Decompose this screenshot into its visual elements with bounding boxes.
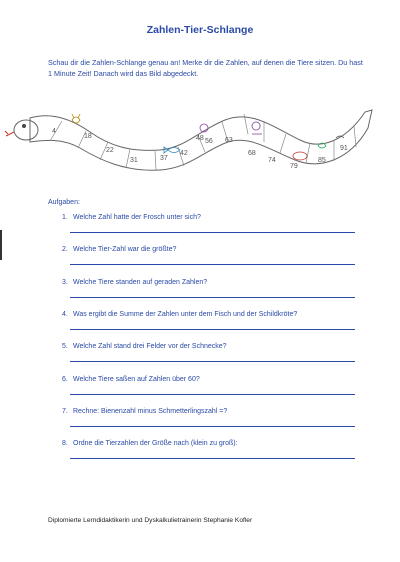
snake-number: 48	[196, 135, 204, 142]
snake-number: 74	[268, 157, 276, 164]
task-item: 6. Welche Tiere saßen auf Zahlen über 60?	[62, 376, 200, 383]
fish-icon	[164, 147, 180, 153]
intro-text: Schau dir die Zahlen-Schlange genau an! Merke dir die Zahlen, auf denen die Tiere sitzen. Du hast 1 Minute Zeit! Danach wird das Bild abgedeckt.	[48, 58, 363, 78]
task-item: 4. Was ergibt die Summe der Zahlen unter dem Fisch und der Schildkröte?	[62, 311, 298, 318]
task-item: 8. Ordne die Tierzahlen der Größe nach (klein zu groß):	[62, 440, 238, 447]
answer-line[interactable]	[70, 264, 355, 265]
number-snake	[0, 100, 400, 190]
footer-credit: Diplomierte Lerndidaktikerin und Dyskalkulietrainerin Stephanie Kofler	[48, 517, 253, 524]
snake-number: 85	[318, 157, 326, 164]
answer-line[interactable]	[70, 426, 355, 427]
task-item: 2. Welche Tier-Zahl war die größte?	[62, 246, 177, 253]
snake-number: 63	[225, 137, 233, 144]
snake-number: 4	[52, 128, 56, 135]
answer-line[interactable]	[70, 458, 355, 459]
snail-icon	[252, 122, 262, 134]
snake-number: 18	[84, 133, 92, 140]
task-item: 7. Rechne: Bienenzahl minus Schmetterlingszahl =?	[62, 408, 228, 415]
snake-number: 79	[290, 163, 298, 170]
bee-icon	[72, 114, 80, 123]
task-item: 3. Welche Tiere standen auf geraden Zahlen?	[62, 279, 208, 286]
answer-line[interactable]	[70, 394, 355, 395]
answer-line[interactable]	[70, 297, 355, 298]
snake-number: 31	[130, 157, 138, 164]
scan-edge-mark	[0, 230, 2, 260]
task-item: 5. Welche Zahl stand drei Felder vor der Schnecke?	[62, 343, 227, 350]
tasks-heading: Aufgaben:	[48, 199, 80, 206]
snake-tongue	[5, 131, 14, 136]
snake-number: 22	[106, 147, 114, 154]
answer-line[interactable]	[70, 329, 355, 330]
answer-line[interactable]	[70, 232, 355, 233]
snake-number: 37	[160, 155, 168, 162]
snake-number: 42	[180, 150, 188, 157]
snake-eye	[22, 124, 26, 128]
snake-number: 68	[248, 150, 256, 157]
answer-line[interactable]	[70, 361, 355, 362]
snake-number: 56	[205, 138, 213, 145]
snake-number: 91	[340, 145, 348, 152]
task-item: 1. Welche Zahl hatte der Frosch unter sich?	[62, 214, 201, 221]
page-title: Zahlen-Tier-Schlange	[146, 24, 254, 36]
snake-head	[14, 120, 38, 140]
turtle-icon	[293, 152, 307, 160]
